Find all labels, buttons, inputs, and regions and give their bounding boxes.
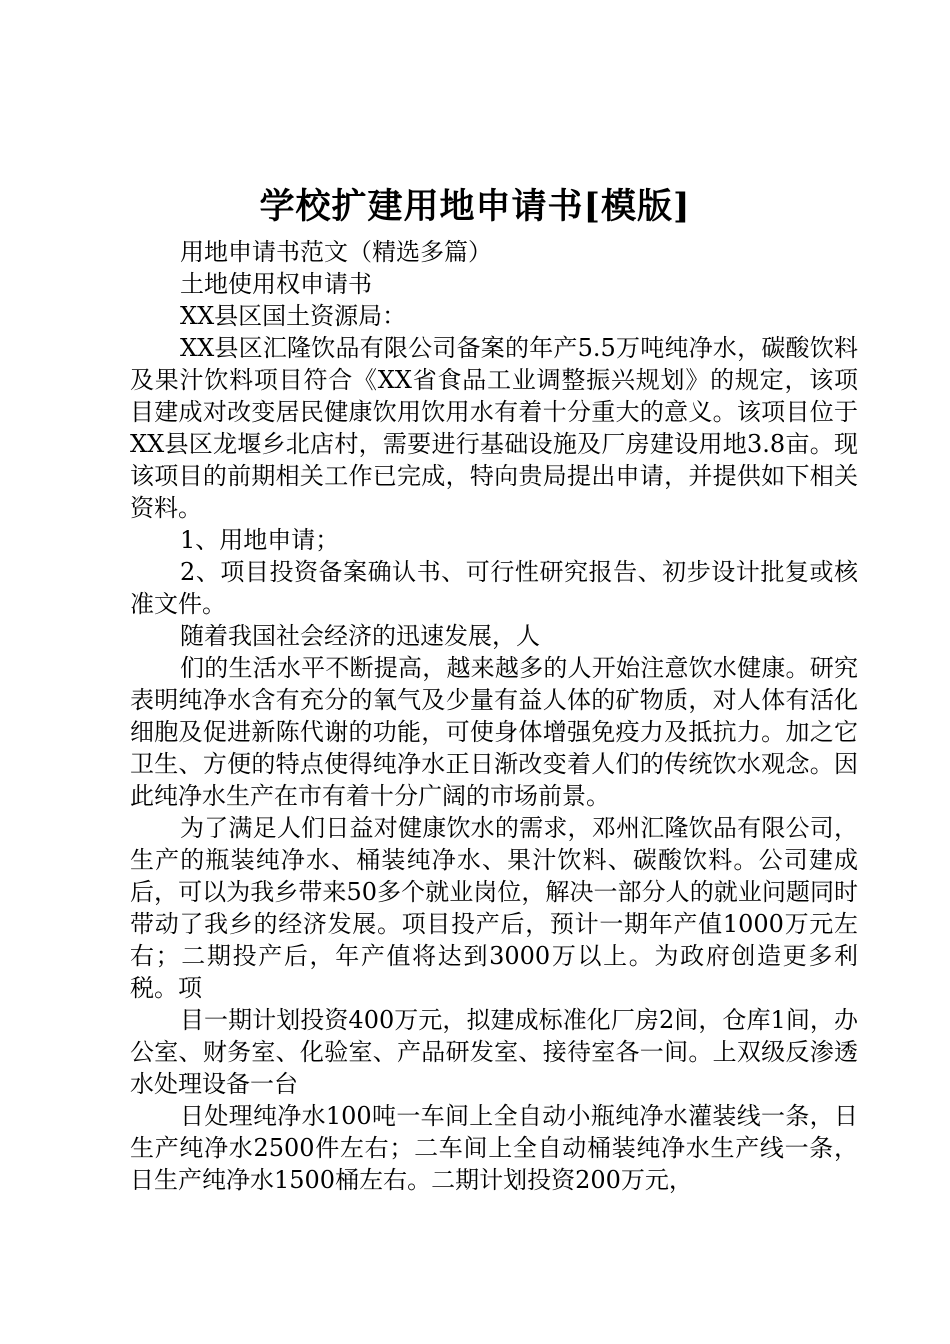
paragraph-project-intro: XX县区汇隆饮品有限公司备案的年产5.5万吨纯净水，碳酸饮料及果汁饮料项目符合《XX省食品工业调整振兴规划》的规定，该项目建成对改变居民健康饮用饮用水有着十分重大的意义。该项目位于XX县区龙堰乡北店村，需要进行基础设施及厂房建设用地3.8亩。现该项目的前期相关工作已完成，特向贵局提出申请，并提供如下相关资料。 xyxy=(130,334,858,522)
paragraph-list-item-1: 1、用地申请； xyxy=(180,526,340,554)
paragraph-background: 们的生活水平不断提高，越来越多的人开始注意饮水健康。研究表明纯净水含有充分的氧气及少量有益人体的矿物质，对人体有活化细胞及促进新陈代谢的功能，可使身体增强免疫力及抵抗力。加之它卫生、方便的特点使得纯净水正日渐改变着人们的传统饮水观念。因此纯净水生产在市有着十分广阔的市场前景。 xyxy=(130,654,858,810)
paragraph-background-start: 随着我国社会经济的迅速发展，人 xyxy=(180,622,540,650)
paragraph-production: 日处理纯净水100吨一车间上全自动小瓶纯净水灌装线一条，日生产纯净水2500件左右；二车间上全自动桶装纯净水生产线一条，日生产纯净水1500桶左右。二期计划投资200万元， xyxy=(130,1102,858,1194)
paragraph-heading: 土地使用权申请书 xyxy=(180,270,372,298)
paragraph-list-item-2: 2、项目投资备案确认书、可行性研究报告、初步设计批复或核准文件。 xyxy=(130,558,858,618)
paragraph-addressee: XX县区国土资源局： xyxy=(180,302,407,330)
document-body xyxy=(130,236,858,1196)
paragraph-subtitle: 用地申请书范文（精选多篇） xyxy=(180,238,492,266)
document-title: 学校扩建用地申请书[模版] xyxy=(259,186,691,227)
paragraph-benefits: 为了满足人们日益对健康饮水的需求，邓州汇隆饮品有限公司，生产的瓶装纯净水、桶装纯净水、果汁饮料、碳酸饮料。公司建成后，可以为我乡带来50多个就业岗位，解决一部分人的就业问题同时带动了我乡的经济发展。项目投产后，预计一期年产值1000万元左右；二期投产后，年产值将达到3000万以上。为政府创造更多利税。项 xyxy=(130,814,858,1002)
paragraph-phase-one: 目一期计划投资400万元，拟建成标准化厂房2间，仓库1间，办公室、财务室、化验室、产品研发室、接待室各一间。上双级反渗透水处理设备一台 xyxy=(130,1006,858,1098)
